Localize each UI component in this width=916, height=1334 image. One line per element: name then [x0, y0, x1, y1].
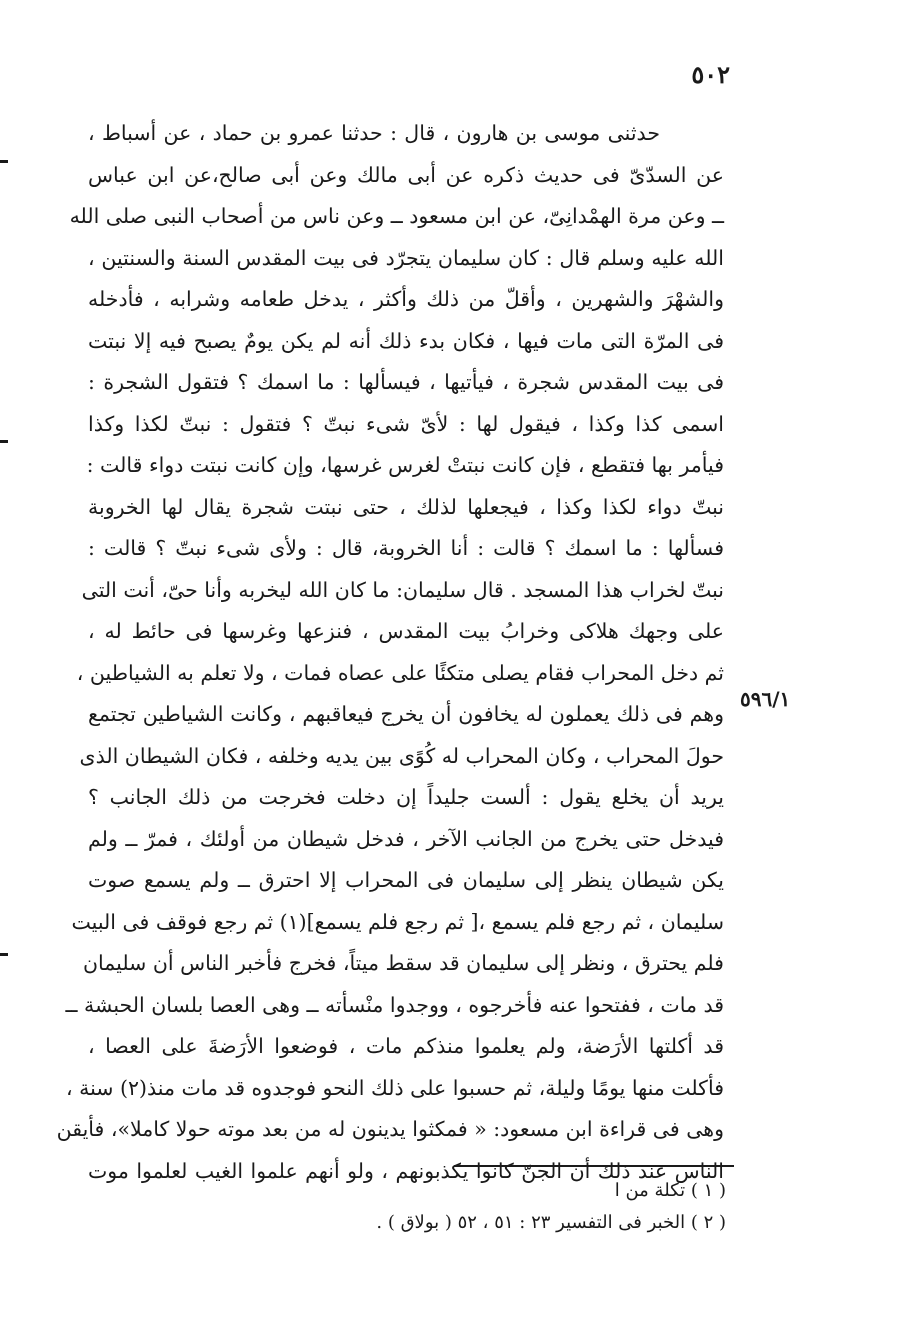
- text-line: فى بيت المقدس شجرة ، فيأتيها ، فيسألها : ما اسمك ؟ فتقول الشجرة :: [88, 370, 724, 394]
- page-number: ٥٠٢: [691, 60, 730, 89]
- text-line: يريد أن يخلع يقول : ألست جليداً إن دخلت فخرجت من ذلك الجانب ؟: [88, 785, 724, 809]
- text-line: نبتّ لخراب هذا المسجد . قال سليمان: ما كان الله ليخربه وأنا حىّ، أنت التى: [81, 577, 724, 602]
- scan-edge-mark: [0, 953, 8, 956]
- text-line: قد أكلتها الأرَضة، ولم يعلموا منذكم مات ، فوضعوا الأرَضةَ على العصا ،: [88, 1034, 724, 1058]
- text-line: فأكلت منها يومًا وليلة، ثم حسبوا على ذلك النحو فوجدوه قد مات منذ(٢) سنة ،: [65, 1075, 724, 1100]
- text-line: سليمان ، ثم رجع فلم يسمع ،[ ثم رجع فلم يسمع](١) ثم رجع فوقف فى البيت: [71, 909, 724, 934]
- text-line: والشهْرَ والشهرين ، وأقلّ من ذلك وأكثر ، يدخل طعامه وشرابه ، فأدخله: [88, 287, 724, 311]
- footnote: ( ١ ) تكلة من ا: [614, 1180, 726, 1201]
- margin-reference: ٥٩٦/١: [740, 687, 791, 711]
- footnote-divider: [454, 1165, 734, 1167]
- text-line: يكن شيطان ينظر إلى سليمان فى المحراب إلا احترق ــ ولم يسمع صوت: [88, 868, 724, 892]
- text-line: وهى فى قراءة ابن مسعود: « فمكثوا يدينون له من بعد موته حولا كاملا»، فأيقن: [56, 1117, 724, 1141]
- text-line: فيدخل حتى يخرج من الجانب الآخر ، فدخل شيطان من أولئك ، فمرّ ــ ولم: [88, 826, 724, 851]
- text-line: حولَ المحراب ، وكان المحراب له كُوًى بين يديه وخلفه ، فكان الشيطان الذى: [79, 743, 724, 768]
- main-text: [56, 113, 724, 1192]
- text-line: نبتّ دواء لكذا وكذا ، فيجعلها لذلك ، حتى نبتت شجرة يقال لها الخروبة: [88, 494, 724, 519]
- text-line: قد مات ، ففتحوا عنه فأخرجوه ، ووجدوا منْسأته ــ وهى العصا بلسان الحبشة ــ: [65, 992, 724, 1017]
- scan-edge-mark: [0, 440, 8, 443]
- text-line: فلم يحترق ، ونظر إلى سليمان قد سقط ميتاً، فخرج فأخبر الناس أن سليمان: [83, 951, 724, 975]
- text-line: فسألها : ما اسمك ؟ قالت : أنا الخروبة، قال : ولأى شىء نبتّ ؟ قالت :: [88, 536, 724, 560]
- text-line: حدثنى موسى بن هارون ، قال : حدثنا عمرو بن حماد ، عن أسباط ،: [88, 121, 660, 145]
- text-line: فيأمر بها فتقطع ، فإن كانت نبتتْ لغرس غرسها، وإن كانت نبتت دواء قالت :: [86, 453, 724, 477]
- text-line: عن السدّىّ فى حديث ذكره عن أبى مالك وعن أبى صالح،عن ابن عباس: [88, 162, 724, 187]
- text-line: ثم دخل المحراب فقام يصلى متكئًا على عصاه فمات ، ولا تعلم به الشياطين ،: [76, 660, 724, 685]
- footnote: ( ٢ ) الخبر فى التفسير ٢٣ : ٥١ ، ٥٢ ( بولاق ) .: [376, 1212, 726, 1233]
- footnotes: [226, 1175, 726, 1239]
- text-line: الله عليه وسلم قال : كان سليمان يتجرّد فى بيت المقدس السنة والسنتين ،: [88, 245, 724, 270]
- text-line: الناس عند ذلك أن الجنّ كانوا يكذبونهم ، ولو أنهم علموا الغيب لعلموا موت: [88, 1158, 724, 1183]
- text-line: على وجهك هلاكى وخرابُ بيت المقدس ، فنزعها وغرسها فى حائط له ،: [88, 619, 724, 643]
- scan-edge-mark: [0, 160, 8, 163]
- text-line: فى المرّة التى مات فيها ، فكان بدء ذلك أنه لم يكن يومٌ يصبح فيه إلا نبتت: [88, 328, 724, 353]
- text-line: وهم فى ذلك يعملون له يخافون أن يخرج فيعاقبهم ، وكانت الشياطين تجتمع: [88, 702, 724, 726]
- text-line: اسمى كذا وكذا ، فيقول لها : لأىّ شىء نبتّ ؟ فتقول : نبتّ لكذا وكذا: [88, 411, 724, 436]
- text-line: ــ وعن مرة الهمْدانِىّ، عن ابن مسعود ــ وعن ناس من أصحاب النبى صلى الله: [69, 204, 724, 228]
